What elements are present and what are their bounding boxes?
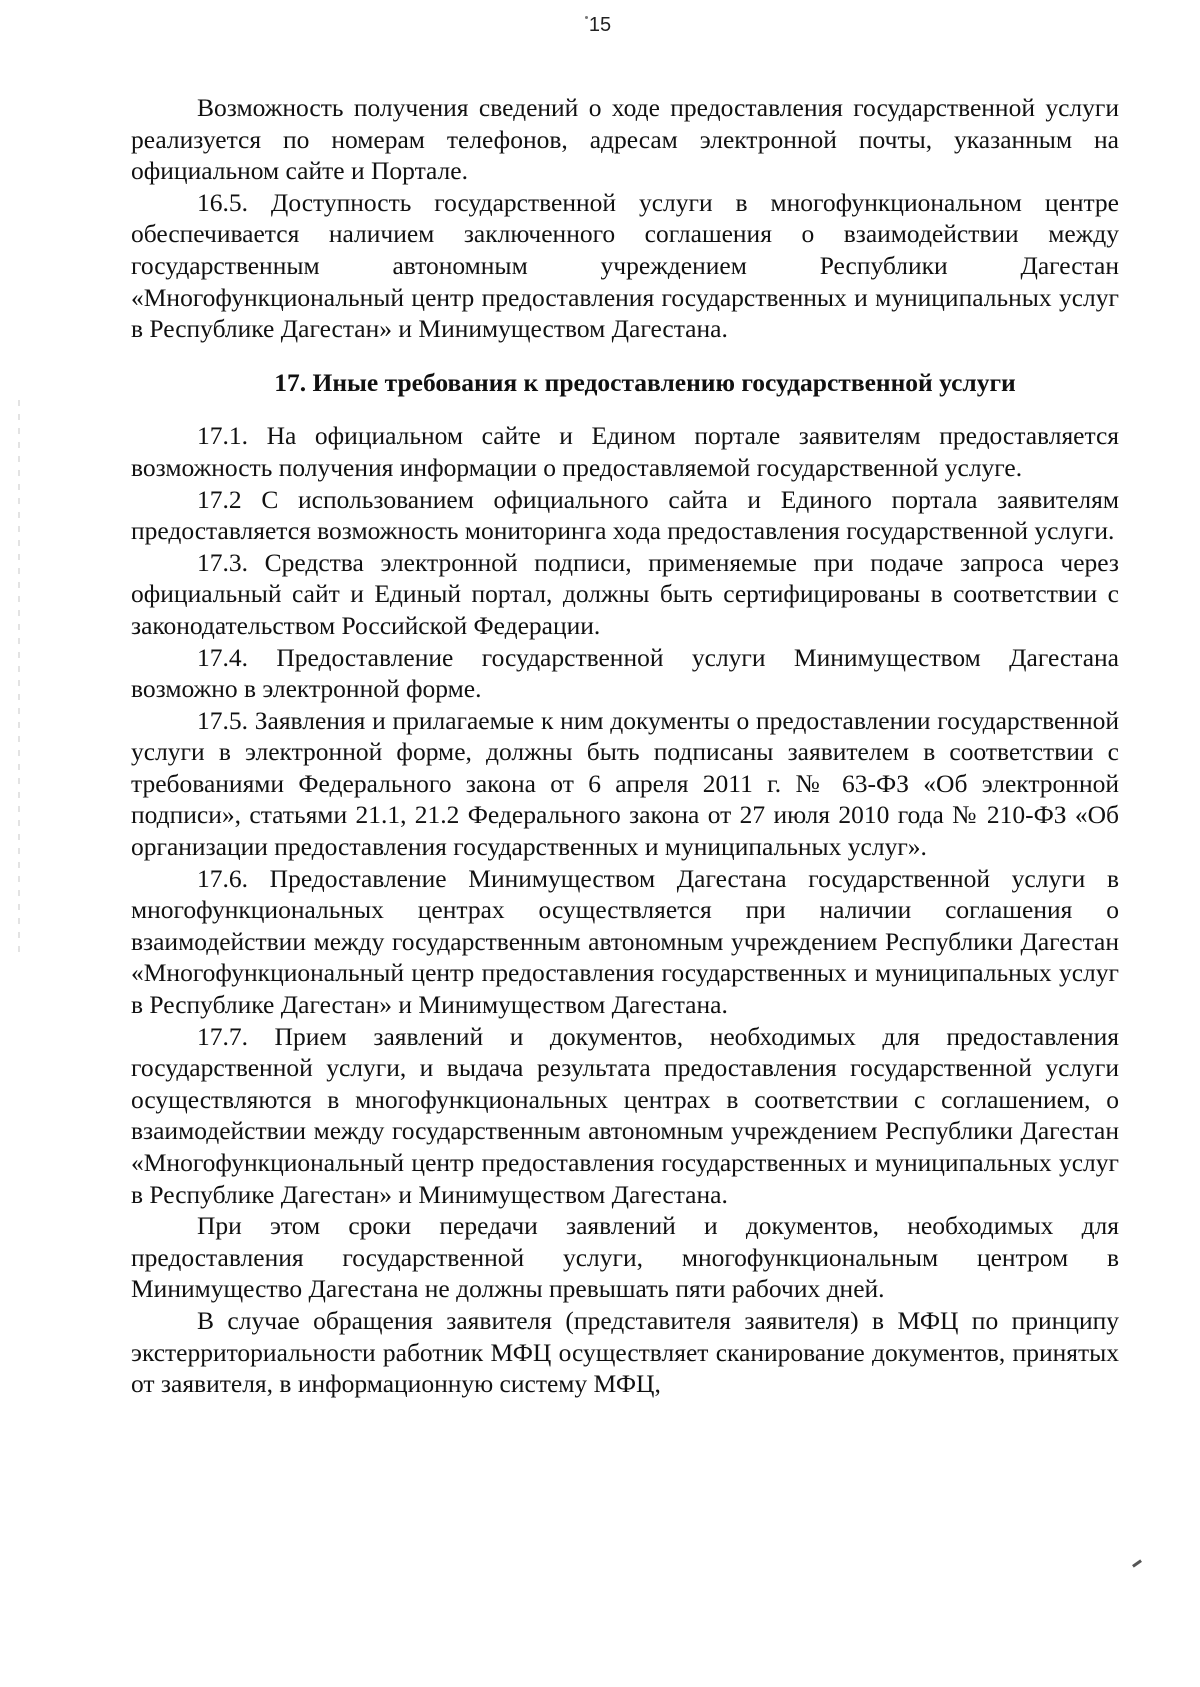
paragraph-17-5: 17.5. Заявления и прилагаемые к ним документы о предоставлении государственной услуги в электронной форме, должны быть подписаны заявителем в соответствии с требованиями Федерального закона от 6 апреля 2011 г. № 63-ФЗ «Об электронной подписи», статьями 21.1, 21.2 Федерального закона от 27 июля 2010 года № 210-ФЗ «Об организации предоставления государственных и муниципальных услуг». bbox=[131, 705, 1119, 862]
paragraph-16-5: 16.5. Доступность государственной услуги в многофункциональном центре обеспечивается наличием заключенного соглашения о взаимодействии между государственным автономным учреждением Республики Дагестан «Многофункциональный центр предоставления государственных и муниципальных услуг в Республике Дагестан» и Минимуществом Дагестана. bbox=[131, 187, 1119, 344]
document-body bbox=[131, 92, 1119, 1400]
paragraph-17-3: 17.3. Средства электронной подписи, применяемые при подаче запроса через официальный сайт и Единый портал, должны быть сертифицированы в соответствии с законодательством Российской Федерации. bbox=[131, 547, 1119, 640]
paragraph-17-1: 17.1. На официальном сайте и Едином портале заявителям предоставляется возможность получения информации о предоставляемой государственной услуге. bbox=[131, 421, 1119, 482]
scan-artifact-edge bbox=[18, 400, 20, 960]
paragraph-17-6: 17.6. Предоставление Минимуществом Дагестана государственной услуги в многофункциональных центрах осуществляется при наличии соглашения о взаимодействии между государственным автономным учреждением Республики Дагестан «Многофункциональный центр предоставления государственных и муниципальных услуг в Республике Дагестан» и Минимуществом Дагестана. bbox=[131, 863, 1119, 1020]
paragraph-extraterritorial: В случае обращения заявителя (представителя заявителя) в МФЦ по принципу экстерриториальности работник МФЦ осуществляет сканирование документов, принятых от заявителя, в информационную систему МФЦ, bbox=[131, 1305, 1119, 1399]
scan-artifact-mark bbox=[1132, 1559, 1142, 1567]
paragraph-17-2: 17.2 С использованием официального сайта и Единого портала заявителям предоставляется возможность мониторинга хода предоставления государственной услуги. bbox=[131, 484, 1119, 546]
paragraph-17-4: 17.4. Предоставление государственной услуги Минимуществом Дагестана возможно в электронной форме. bbox=[131, 642, 1119, 704]
page-number: 15 bbox=[588, 14, 612, 36]
paragraph-status-info: Возможность получения сведений о ходе предоставления государственной услуги реализуется по номерам телефонов, адресам электронной почты, указанным на официальном сайте и Портале. bbox=[131, 93, 1119, 186]
paragraph-17-7: 17.7. Прием заявлений и документов, необходимых для предоставления государственной услуги, и выдача результата предоставления государственной услуги осуществляются в многофункциональных центрах в соответствии с соглашением, о взаимодействии между государственным автономным учреждением Республики Дагестан «Многофункциональный центр предоставления государственных и муниципальных услуг в Республике Дагестан» и Минимуществом Дагестана. bbox=[131, 1021, 1119, 1209]
section-heading-17: 17. Иные требования к предоставлению государственной услуги bbox=[274, 367, 1016, 397]
paragraph-transfer-terms: При этом сроки передачи заявлений и документов, необходимых для предоставления государственной услуги, многофункциональным центром в Минимущество Дагестана не должны превышать пяти рабочих дней. bbox=[131, 1211, 1119, 1304]
